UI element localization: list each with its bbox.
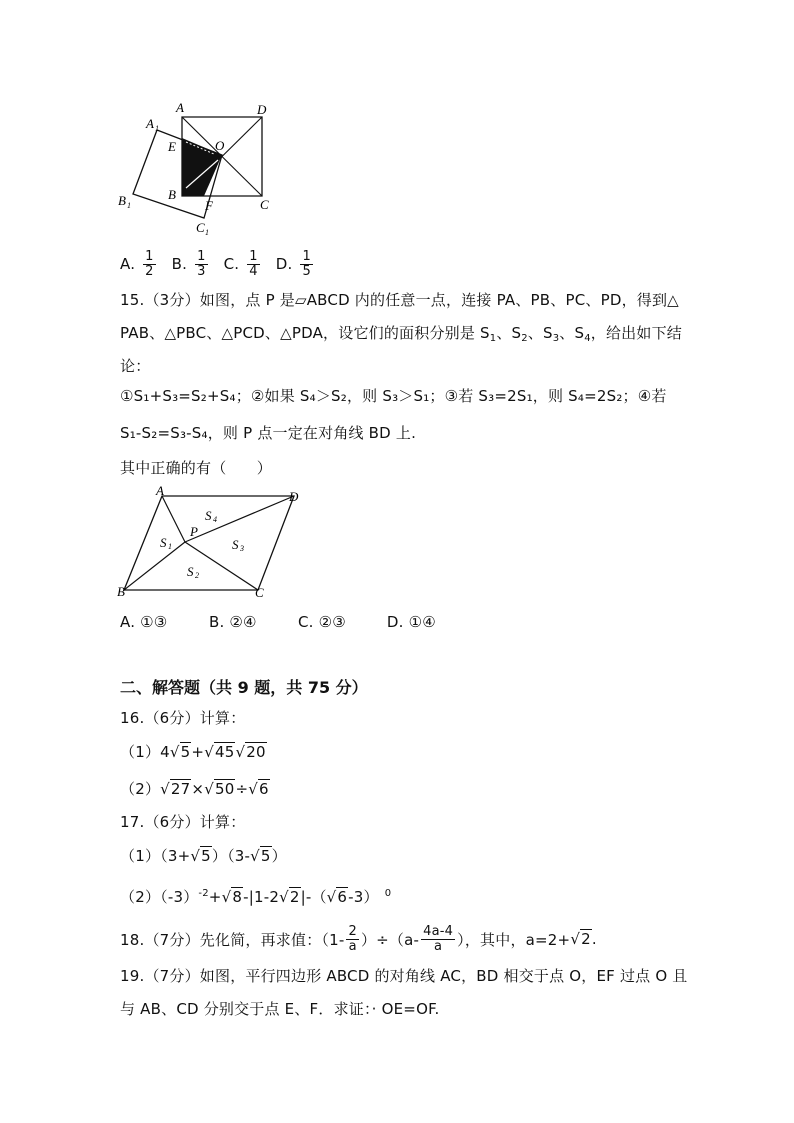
- q15-options: [120, 613, 471, 631]
- q15-line3: 论：: [120, 357, 151, 375]
- label-B: B: [168, 187, 176, 202]
- q19-line2: 与 AB、CD 分别交于点 E、F．求证：· OE=OF.: [120, 1000, 440, 1018]
- q17-part1: （1）（3+√5）（3-√5）: [120, 847, 287, 865]
- figure-parallelogram: [112, 484, 312, 600]
- q19-line1: 19.（7分）如图，平行四边形 ABCD 的对角线 AC，BD 相交于点 O，EF 过点 O 且: [120, 967, 688, 985]
- svg-text:1: 1: [127, 201, 131, 210]
- svg-text:1: 1: [205, 228, 209, 237]
- label-S3: S: [232, 537, 239, 552]
- label-C: C: [260, 197, 269, 212]
- q16-title: 16.（6分）计算：: [120, 709, 246, 727]
- svg-text:3: 3: [240, 544, 244, 553]
- q15-line2: PAB、△PBC、△PCD、△PDA，设它们的面积分别是 $S_1$、$S_2$、$S_3$、$S_4$，给出如下结: [120, 324, 682, 344]
- label-E: E: [168, 139, 176, 154]
- q16-part1: （1）4√5+√45√20: [120, 743, 266, 761]
- label-F: F: [205, 198, 213, 213]
- label-D: D: [257, 102, 267, 117]
- q15-option-c[interactable]: C. ②③: [297, 613, 346, 631]
- svg-text:2: 2: [195, 571, 199, 580]
- label-B1: B: [118, 193, 126, 208]
- q16-part2: （2）√27×√50÷√6: [120, 780, 269, 798]
- label-A: A: [176, 100, 184, 115]
- q14-option-a[interactable]: A. $\frac{1}{2}$: [120, 248, 154, 279]
- q15-line4: ①S₁+S₃=S₂+S₄；②如果 S₄＞S₂，则 S₃＞S₁；③若 S₃=2S₁，则 S₄=2S₂；④若: [120, 387, 667, 405]
- q14-option-b[interactable]: B. $\frac{1}{3}$: [171, 248, 206, 279]
- svg-text:1: 1: [155, 124, 159, 133]
- q15-option-b[interactable]: B. ②④: [208, 613, 257, 631]
- label-S4: S: [205, 508, 212, 523]
- label-B: B: [117, 584, 125, 599]
- q15-line1: 15.（3分）如图，点 P 是▱ABCD 内的任意一点，连接 PA、PB、PC、PD，得到△: [120, 291, 679, 309]
- q17-part2: $(2)(-3)^{-2}+√8-|1-2√2|-(√6-3)$ $^0$: [120, 888, 392, 906]
- q15-option-a[interactable]: A. ①③: [120, 613, 168, 631]
- svg-text:1: 1: [168, 542, 172, 551]
- label-D: D: [289, 489, 299, 504]
- q14-options: [120, 246, 315, 282]
- q18: 18.（7分）先化简，再求值：（1- $\frac{2}{a}$ ）÷（a- $\frac{4a-4}{a}$ ），其中，a=2+ √2 .: [120, 923, 597, 954]
- label-S2: S: [187, 564, 194, 579]
- figure-rotated-squares: [112, 98, 282, 240]
- q15-option-d[interactable]: D. ①④: [386, 613, 436, 631]
- section-heading: 二、解答题（共 9 题，共 75 分）: [120, 678, 368, 697]
- svg-text:4: 4: [213, 515, 217, 524]
- q15-line5: S₁-S₂=S₃-S₄，则 P 点一定在对角线 BD 上.: [120, 424, 417, 442]
- q17-title: 17.（6分）计算：: [120, 813, 246, 831]
- label-A1: A: [146, 116, 154, 131]
- label-S1: S: [160, 535, 167, 550]
- label-C: C: [255, 585, 264, 600]
- q15-line6: 其中正确的有（ ）: [120, 459, 273, 477]
- q14-option-c[interactable]: C. $\frac{1}{4}$: [223, 248, 258, 279]
- label-C1: C: [196, 220, 205, 235]
- label-A: A: [156, 484, 164, 498]
- q14-option-d[interactable]: D. $\frac{1}{5}$: [275, 248, 311, 279]
- label-O: O: [215, 138, 225, 153]
- label-P: P: [190, 524, 198, 539]
